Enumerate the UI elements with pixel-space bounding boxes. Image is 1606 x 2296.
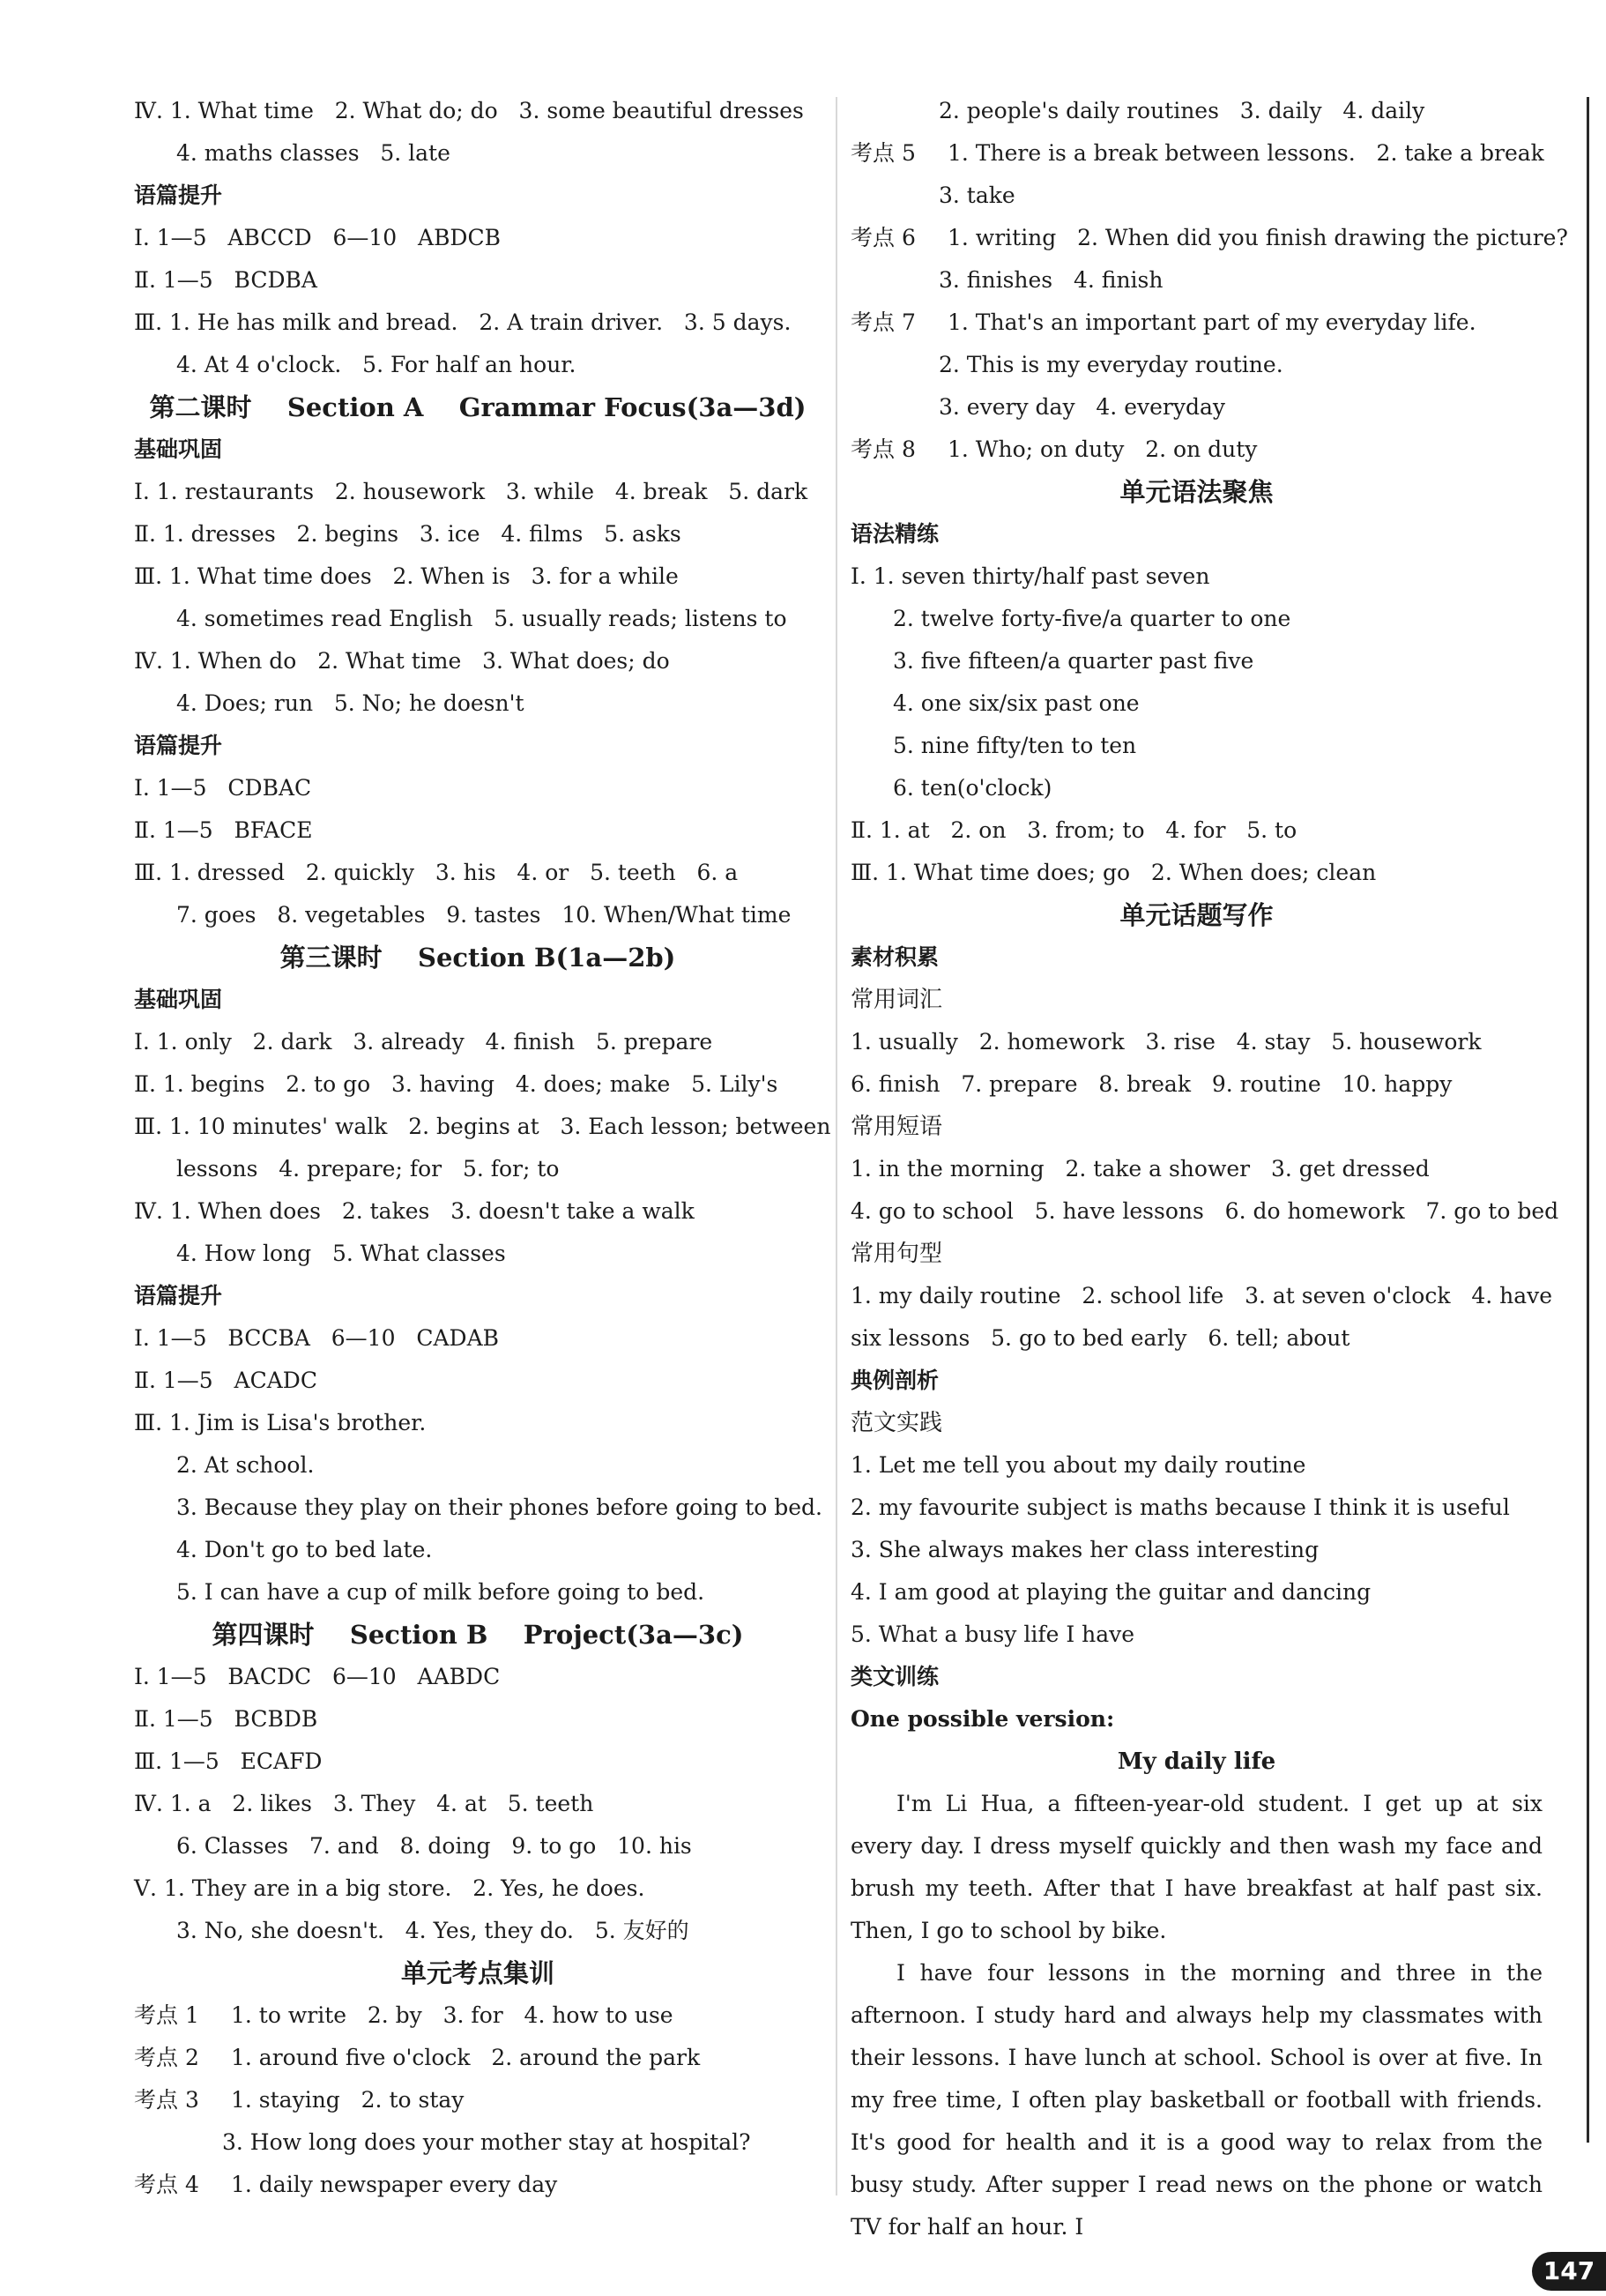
kaodian-label: 考点 5	[851, 140, 916, 166]
answer-line: six lessons 5. go to bed early 6. tell; about	[851, 1325, 1350, 1351]
sub-heading: 素材积累	[851, 944, 940, 970]
section-heading: 单元语法聚焦	[1119, 477, 1274, 507]
sub-heading: 语法精练	[851, 521, 940, 547]
answer-line: Ⅲ. 1. Jim is Lisa's brother.	[134, 1410, 427, 1435]
answer-line: 4. one six/six past one	[893, 690, 1140, 716]
section-heading: 单元话题写作	[1119, 900, 1274, 930]
kaodian-answer: 1. writing 2. When did you finish drawing the picture?	[948, 225, 1568, 250]
answer-line: Ⅲ. 1—5 ECAFD	[134, 1748, 323, 1774]
answer-line: 6. ten(o'clock)	[893, 775, 1052, 801]
kaodian-answer: 1. staying 2. to stay	[231, 2087, 465, 2113]
answer-line: 5. nine fifty/ten to ten	[893, 733, 1137, 758]
kaodian-line	[134, 2079, 822, 2121]
left-column	[134, 90, 831, 2206]
answer-line: Ⅱ. 1. at 2. on 3. from; to 4. for 5. to	[851, 817, 1297, 843]
answer-line: 1. Let me tell you about my daily routine	[851, 1452, 1306, 1478]
answer-line: 3. every day 4. everyday	[939, 394, 1226, 420]
answer-line: Ⅲ. 1. dressed 2. quickly 3. his 4. or 5. teeth 6. a	[134, 860, 739, 885]
answer-line: 3. five fifteen/a quarter past five	[893, 648, 1254, 674]
category-label: 常用短语	[851, 1114, 943, 1140]
column-divider	[836, 97, 837, 2195]
category-label: 范文实践	[851, 1410, 943, 1436]
answer-line: 6. finish 7. prepare 8. break 9. routine 10. happy	[851, 1071, 1453, 1097]
kaodian-label: 考点 8	[851, 436, 916, 462]
answer-line: 3. finishes 4. finish	[939, 267, 1164, 293]
essay-paragraph: I'm Li Hua, a fifteen-year-old student. I get up at six every day. I dress myself quickly and then wash my face and brush my teeth. After that I have breakfast at half past six. Then, I go to school by bike.	[851, 1791, 1543, 1943]
sub-heading: 典例剖析	[851, 1368, 940, 1393]
answer-line: Ⅰ. 1. only 2. dark 3. already 4. finish 5. prepare	[134, 1029, 713, 1055]
answer-line: Ⅱ. 1. begins 2. to go 3. having 4. does; make 5. Lily's	[134, 1071, 778, 1097]
answer-line: 3. No, she doesn't. 4. Yes, they do. 5. 友好的	[176, 1918, 689, 1943]
kaodian-line	[134, 1994, 822, 2037]
kaodian-line	[134, 2037, 822, 2079]
kaodian-label: 考点 3	[134, 2087, 199, 2113]
answer-line: Ⅰ. 1—5 BACDC 6—10 AABDC	[134, 1664, 501, 1689]
kaodian-label: 考点 1	[134, 2002, 199, 2028]
answer-line: 3. How long does your mother stay at hospital?	[222, 2129, 751, 2155]
category-label: 常用词汇	[851, 987, 943, 1013]
sub-heading: 类文训练	[851, 1664, 940, 1689]
kaodian-label: 考点 4	[134, 2172, 199, 2197]
section-heading: 第三课时 Section B(1a—2b)	[279, 943, 676, 973]
section-heading: 第二课时 Section A Grammar Focus(3a—3d)	[149, 392, 807, 422]
answer-line: 2. This is my everyday routine.	[939, 352, 1283, 377]
answer-line: Ⅲ. 1. What time does; go 2. When does; clean	[851, 860, 1377, 885]
answer-line: 4. How long 5. What classes	[176, 1241, 506, 1266]
answer-line: 2. my favourite subject is maths because I think it is useful	[851, 1495, 1510, 1520]
answer-line: 3. She always makes her class interesting	[851, 1537, 1320, 1562]
answer-line: 4. Don't go to bed late.	[176, 1537, 433, 1562]
kaodian-answer: 1. around five o'clock 2. around the park	[231, 2045, 701, 2070]
answer-line: Ⅱ. 1—5 ACADC	[134, 1368, 317, 1393]
answer-line: 4. I am good at playing the guitar and dancing	[851, 1579, 1372, 1605]
kaodian-line	[851, 429, 1543, 471]
answer-line: 2. At school.	[176, 1452, 315, 1478]
answer-line: Ⅱ. 1—5 BCDBA	[134, 267, 317, 293]
kaodian-answer: 1. daily newspaper every day	[231, 2172, 558, 2197]
answer-line: 4. sometimes read English 5. usually reads; listens to	[176, 606, 787, 631]
sub-heading: One possible version:	[851, 1706, 1115, 1732]
answer-line: Ⅱ. 1—5 BFACE	[134, 817, 313, 843]
kaodian-line	[851, 132, 1543, 175]
sub-heading: 语篇提升	[134, 733, 223, 758]
page-number: 147	[1532, 2252, 1606, 2291]
answer-line: Ⅰ. 1—5 ABCCD 6—10 ABDCB	[134, 225, 501, 250]
kaodian-answer: 1. to write 2. by 3. for 4. how to use	[231, 2002, 673, 2028]
answer-line: 1. usually 2. homework 3. rise 4. stay 5. housework	[851, 1029, 1482, 1055]
answer-line: Ⅳ. 1. a 2. likes 3. They 4. at 5. teeth	[134, 1791, 594, 1816]
answer-line: Ⅲ. 1. He has milk and bread. 2. A train driver. 3. 5 days.	[134, 309, 792, 335]
answer-line: Ⅰ. 1—5 BCCBA 6—10 CADAB	[134, 1325, 499, 1351]
kaodian-line	[851, 217, 1568, 259]
answer-line: 3. Because they play on their phones before going to bed.	[176, 1495, 822, 1520]
answer-line: 2. twelve forty-five/a quarter to one	[893, 606, 1291, 631]
kaodian-line	[851, 302, 1543, 344]
sub-heading: 语篇提升	[134, 1283, 223, 1308]
answer-line: Ⅲ. 1. What time does 2. When is 3. for a while	[134, 563, 679, 589]
answer-line: Ⅰ. 1. seven thirty/half past seven	[851, 563, 1210, 589]
answer-line: 1. in the morning 2. take a shower 3. get dressed	[851, 1156, 1430, 1182]
section-heading: 第四课时 Section B Project(3a—3c)	[212, 1620, 744, 1650]
sub-heading: 基础巩固	[134, 436, 223, 462]
section-heading: 单元考点集训	[400, 1958, 554, 1988]
answer-line: Ⅴ. 1. They are in a big store. 2. Yes, he does.	[134, 1875, 645, 1901]
answer-line: Ⅱ. 1. dresses 2. begins 3. ice 4. films 5. asks	[134, 521, 681, 547]
kaodian-answer: 1. Who; on duty 2. on duty	[948, 436, 1258, 462]
kaodian-label: 考点 2	[134, 2045, 199, 2070]
category-label: 常用句型	[851, 1241, 943, 1267]
answer-line: Ⅰ. 1. restaurants 2. housework 3. while 4. break 5. dark	[134, 479, 808, 504]
page-edge-bar	[1587, 97, 1589, 2143]
answer-line: lessons 4. prepare; for 5. for; to	[176, 1156, 560, 1182]
sub-heading: 语篇提升	[134, 183, 223, 208]
answer-line: 4. At 4 o'clock. 5. For half an hour.	[176, 352, 576, 377]
kaodian-line	[134, 2164, 822, 2206]
answer-line: 4. maths classes 5. late	[176, 140, 450, 166]
answer-line: 4. go to school 5. have lessons 6. do homework 7. go to bed	[851, 1198, 1559, 1224]
answer-line: 3. take	[939, 183, 1015, 208]
answer-line: 4. Does; run 5. No; he doesn't	[176, 690, 524, 716]
answer-line: Ⅳ. 1. When does 2. takes 3. doesn't take a walk	[134, 1198, 695, 1224]
essay-title: My daily life	[1117, 1748, 1276, 1775]
kaodian-label: 考点 6	[851, 225, 916, 250]
answer-line: Ⅰ. 1—5 CDBAC	[134, 775, 312, 801]
answer-line: Ⅳ. 1. When do 2. What time 3. What does; do	[134, 648, 670, 674]
sub-heading: 基础巩固	[134, 987, 223, 1012]
answer-line: 2. people's daily routines 3. daily 4. daily	[939, 98, 1425, 123]
kaodian-answer: 1. There is a break between lessons. 2. take a break	[948, 140, 1544, 166]
right-column	[851, 90, 1568, 2248]
answer-line: 5. What a busy life I have	[851, 1621, 1135, 1647]
answer-line: 1. my daily routine 2. school life 3. at seven o'clock 4. have	[851, 1283, 1553, 1308]
answer-line: 7. goes 8. vegetables 9. tastes 10. When/What time	[176, 902, 792, 928]
essay-paragraph: I have four lessons in the morning and three in the afternoon. I study hard and always help my classmates with their lessons. I have lunch at school. School is over at five. In my free time, I often play basketball or football with friends. It's good for health and it is a good way to relax from the busy study. After supper I read news on the phone or watch TV for half an hour. I	[851, 1960, 1543, 2240]
answer-line: 6. Classes 7. and 8. doing 9. to go 10. his	[176, 1833, 692, 1859]
answer-line: Ⅱ. 1—5 BCBDB	[134, 1706, 318, 1732]
kaodian-answer: 1. That's an important part of my everyday life.	[948, 309, 1476, 335]
kaodian-label: 考点 7	[851, 309, 916, 335]
answer-line: Ⅳ. 1. What time 2. What do; do 3. some beautiful dresses	[134, 98, 804, 123]
answer-line: 5. I can have a cup of milk before going to bed.	[176, 1579, 705, 1605]
answer-line: Ⅲ. 1. 10 minutes' walk 2. begins at 3. Each lesson; between	[134, 1114, 831, 1139]
